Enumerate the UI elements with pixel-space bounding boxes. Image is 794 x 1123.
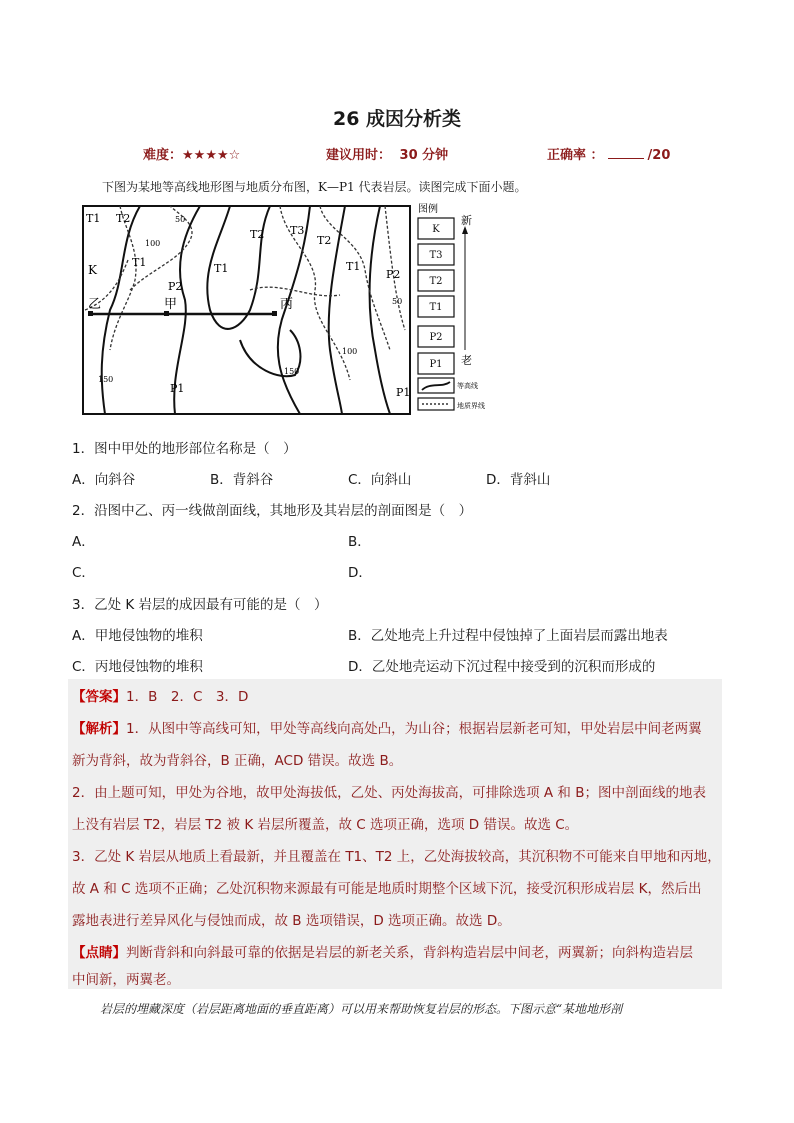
layer-T2-label: T2 — [250, 228, 265, 241]
layer-P2-label: P2 — [168, 280, 183, 293]
contour-value: 100 — [342, 347, 358, 356]
page-title: 26 成因分析类 — [332, 108, 462, 130]
answer-tag: 【答案】 — [72, 689, 126, 705]
geology-map — [80, 200, 492, 418]
analysis-3-line-3: 露地表进行差异风化与侵蚀而成，故 B 选项错误，D 选项正确。故选 D。 — [72, 913, 511, 929]
layer-T2-label: T2 — [317, 234, 332, 247]
q3-option-b[interactable]: B．乙处地壳上升过程中侵蚀掉了上面岩层而露出地表 — [348, 628, 668, 644]
accuracy-label: 正确率 ： — [547, 148, 604, 163]
analysis-1-text: 1．从图中等高线可知，甲处等高线向高处凸，为山谷；根据岩层新老可知，甲处岩层中间老两翼 — [126, 721, 702, 737]
answer-text: 1．B 2．C 3．D — [126, 689, 249, 705]
q1-option-d[interactable]: D．背斜山 — [486, 472, 551, 488]
layer-T2-label: T2 — [116, 212, 131, 225]
intro-text: 下图为某地等高线地形图与地质分布图，K—P1 代表岩层。读图完成下面小题。 — [102, 180, 527, 194]
difficulty — [143, 144, 240, 163]
age-arrow-head — [462, 226, 468, 234]
next-intro-text: 岩层的埋藏深度（岩层距离地面的垂直距离）可以用来帮助恢复岩层的形态。下图示意“某地地形剖 — [100, 1002, 623, 1016]
q2-option-d[interactable]: D． — [348, 565, 372, 581]
accuracy-total: /20 — [647, 148, 671, 163]
time-value: 30 分钟 — [399, 148, 449, 163]
layer-T1-label: T1 — [214, 262, 229, 275]
label-yi: 乙 — [88, 297, 102, 312]
q2-option-c[interactable]: C． — [72, 565, 95, 581]
accuracy — [547, 144, 670, 163]
layer-T1-label: T1 — [86, 212, 101, 225]
analysis-3-line-2: 故 A 和 C 选项不正确；乙处沉积物来源最有可能是地质时期整个区域下沉，接受沉积形成岩层 K，然后出 — [72, 881, 702, 897]
time-label: 建议用时： — [326, 148, 392, 163]
q3-option-c[interactable]: C．丙地侵蚀物的堆积 — [72, 659, 203, 675]
q1-option-a[interactable]: A．向斜谷 — [72, 472, 136, 488]
contour-value: 50 — [175, 215, 186, 224]
tip-text: 判断背斜和向斜最可靠的依据是岩层的新老关系，背斜构造岩层中间老，两翼新；向斜构造岩层 — [126, 945, 693, 961]
layer-P1-label: P1 — [170, 382, 185, 395]
suggested-time — [326, 144, 448, 163]
q3-option-d[interactable]: D．乙处地壳运动下沉过程中接受到的沉积而形成的 — [348, 659, 656, 675]
tip-tag: 【点睛】 — [72, 945, 126, 961]
label-jia: 甲 — [164, 297, 178, 312]
tip-line-1 — [72, 941, 693, 961]
legend-contour-label: 等高线 — [457, 382, 478, 390]
q3-option-a[interactable]: A．甲地侵蚀物的堆积 — [72, 628, 203, 644]
layer-T1-label: T1 — [132, 256, 147, 269]
difficulty-stars: ★★★★☆ — [182, 148, 241, 163]
legend-T3: T3 — [429, 250, 443, 261]
q1-option-b[interactable]: B．背斜谷 — [210, 472, 274, 488]
contour-value: 100 — [145, 239, 161, 248]
legend-title: 图例 — [418, 204, 438, 215]
label-bing: 丙 — [280, 297, 294, 312]
label-K: K — [88, 263, 97, 277]
layer-T1-label: T1 — [346, 260, 361, 273]
contour-value: 150 — [284, 367, 300, 376]
contour-value: 150 — [98, 375, 114, 384]
answer-line — [72, 685, 248, 705]
analysis-line-1 — [72, 717, 702, 737]
q2-option-b[interactable]: B． — [348, 534, 371, 550]
difficulty-label: 难度： — [143, 148, 183, 163]
question-3: 3．乙处 K 岩层的成因最有可能的是（ ） — [72, 597, 328, 613]
legend-T2: T2 — [429, 276, 443, 287]
legend-new: 新 — [461, 214, 472, 227]
accuracy-blank[interactable] — [608, 146, 644, 159]
layer-T3-label: T3 — [290, 224, 305, 237]
legend-P1: P1 — [429, 359, 443, 370]
analysis-1-line-2: 新为背斜，故为背斜谷，B 正确，ACD 错误。故选 B。 — [72, 753, 403, 769]
q2-option-a[interactable]: A． — [72, 534, 95, 550]
legend-P2: P2 — [429, 332, 443, 343]
layer-P1-label: P1 — [396, 386, 411, 399]
contour-value: 50 — [392, 297, 403, 306]
legend-old: 老 — [461, 354, 472, 367]
profile-point-bing — [272, 311, 277, 316]
legend-T1: T1 — [429, 302, 443, 313]
analysis-2-line-1: 2．由上题可知，甲处为谷地，故甲处海拔低，乙处、丙处海拔高，可排除选项 A 和 B；图中剖面线的地表 — [72, 785, 706, 801]
legend-boundary-label: 地质界线 — [457, 402, 485, 410]
map-frame — [83, 206, 410, 414]
legend-K: K — [432, 224, 440, 235]
tip-line-2: 中间新，两翼老。 — [72, 972, 180, 988]
question-1: 1．图中甲处的地形部位名称是（ ） — [72, 441, 297, 457]
q1-option-c[interactable]: C．向斜山 — [348, 472, 412, 488]
question-2: 2．沿图中乙、丙一线做剖面线，其地形及其岩层的剖面图是（ ） — [72, 503, 473, 519]
analysis-2-line-2: 上没有岩层 T2，岩层 T2 被 K 岩层所覆盖，故 C 选项正确，选项 D 错误。故选 C。 — [72, 817, 579, 833]
analysis-tag: 【解析】 — [72, 721, 126, 737]
analysis-3-line-1: 3．乙处 K 岩层从地质上看最新，并且覆盖在 T1、T2 上，乙处海拔较高，其沉积物不可能来自甲地和丙地， — [72, 849, 721, 865]
layer-P2-label: P2 — [386, 268, 401, 281]
